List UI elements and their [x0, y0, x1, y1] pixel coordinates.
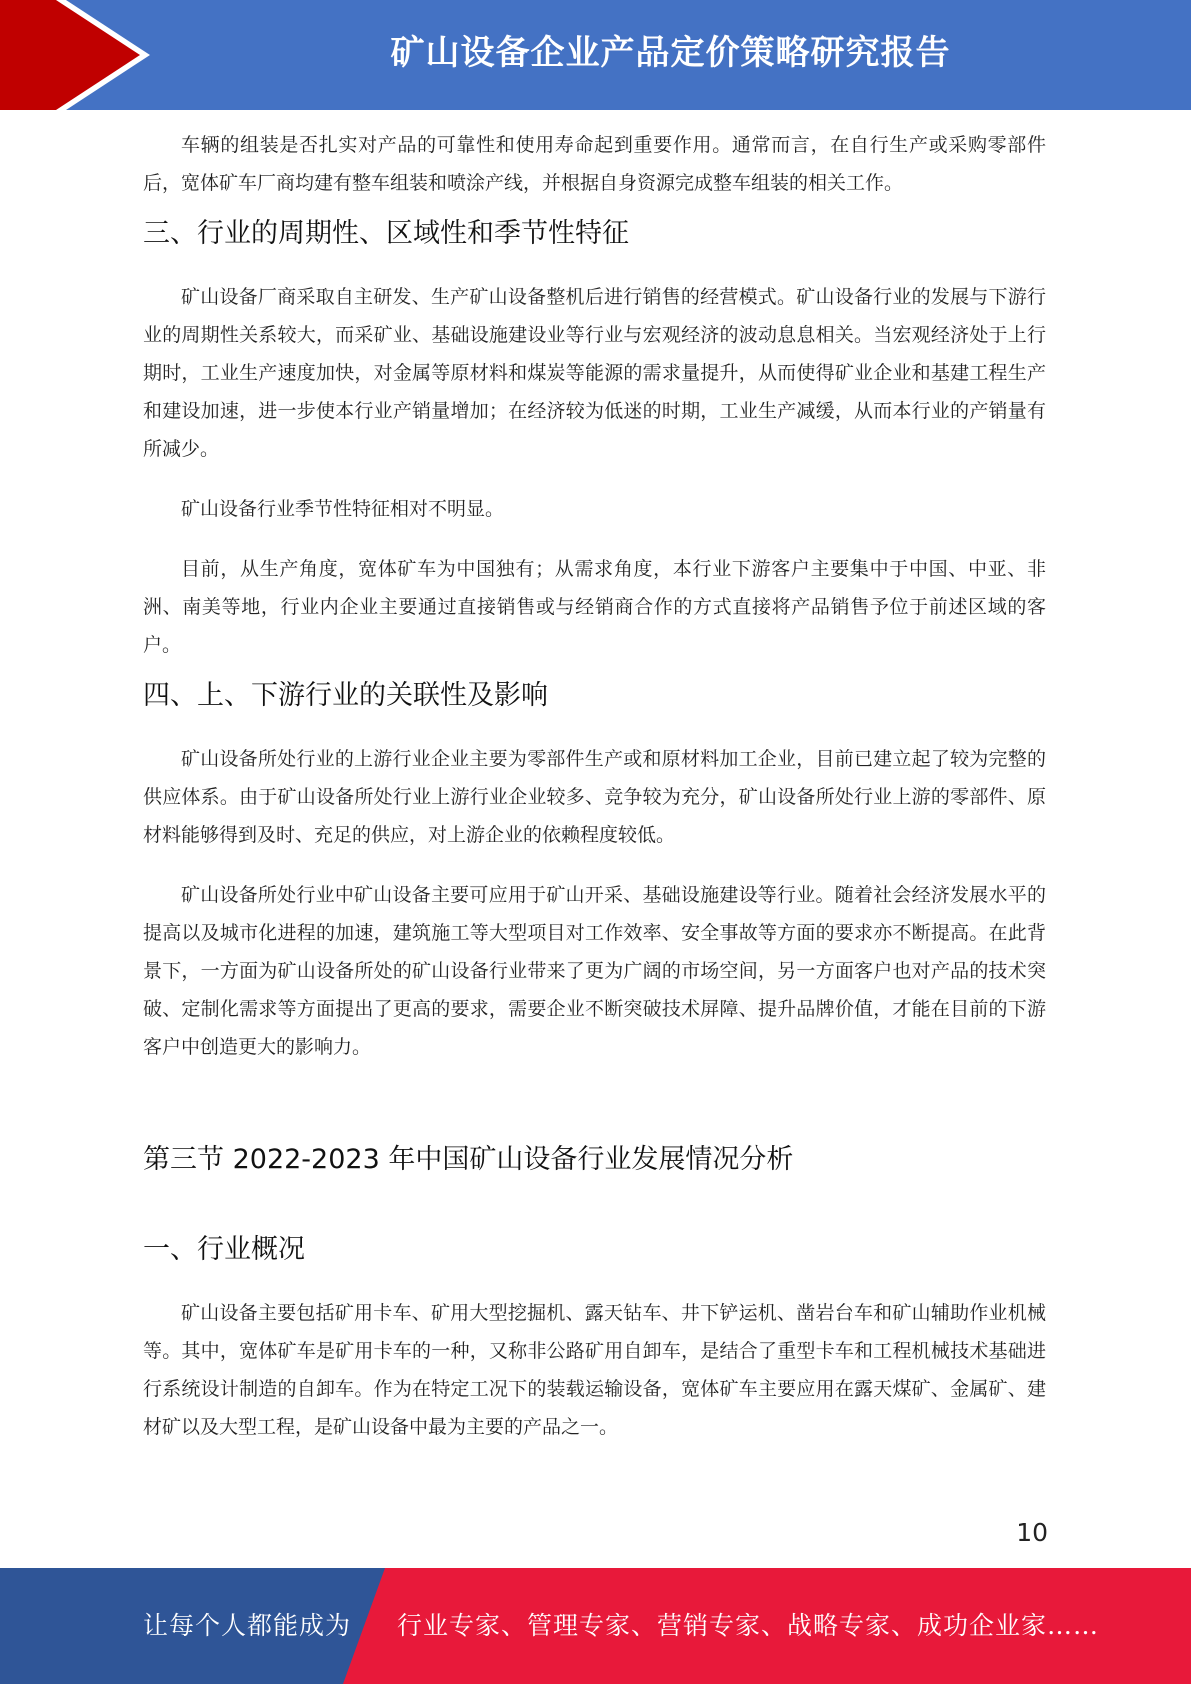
paragraph: 矿山设备厂商采取自主研发、生产矿山设备整机后进行销售的经营模式。矿山设备行业的发展与下游行业的周期性关系较大，而采矿业、基础设施建设业等行业与宏观经济的波动息息相关。当宏观经济处于上行期时，工业生产速度加快，对金属等原材料和煤炭等能源的需求量提升，从而使得矿业企业和基建工程生产和建设加速，进一步使本行业产销量增加；在经济较为低迷的时期，工业生产减缓，从而本行业的产销量有所减少。: [143, 286, 1046, 460]
paragraph: 矿山设备行业季节性特征相对不明显。: [181, 498, 505, 520]
page-number: 10: [1016, 1518, 1048, 1547]
paragraph: 矿山设备所处行业中矿山设备主要可应用于矿山开采、基础设施建设等行业。随着社会经济发展水平的提高以及城市化进程的加速，建筑施工等大型项目对工作效率、安全事故等方面的要求亦不断提高。在此背景下，一方面为矿山设备所处的矿山设备行业带来了更为广阔的市场空间，另一方面客户也对产品的技术突破、定制化需求等方面提出了更高的要求，需要企业不断突破技术屏障、提升品牌价值，才能在目前的下游客户中创造更大的影响力。: [143, 884, 1046, 1058]
footer-slogan-right: 行业专家、管理专家、营销专家、战略专家、成功企业家……: [397, 1611, 1100, 1640]
chapter-heading: 第三节 2022-2023 年中国矿山设备行业发展情况分析: [143, 1144, 794, 1175]
section-heading-4: 四、上、下游行业的关联性及影响: [143, 680, 548, 711]
page-header: [0, 0, 1191, 110]
paragraph: 目前，从生产角度，宽体矿车为中国独有；从需求角度，本行业下游客户主要集中于中国、中亚、非洲、南美等地，行业内企业主要通过直接销售或与经销商合作的方式直接将产品销售予位于前述区域的客户。: [143, 558, 1046, 656]
report-title: 矿山设备企业产品定价策略研究报告: [390, 33, 951, 73]
document-body: [143, 126, 1046, 1446]
section-heading-3: 三、行业的周期性、区域性和季节性特征: [143, 218, 629, 249]
section-heading-1: 一、行业概况: [143, 1234, 305, 1265]
chevron-decoration-icon: [0, 0, 150, 110]
paragraph: 矿山设备所处行业的上游行业企业主要为零部件生产或和原材料加工企业，目前已建立起了较为完整的供应体系。由于矿山设备所处行业上游行业企业较多、竞争较为充分，矿山设备所处行业上游的零部件、原材料能够得到及时、充足的供应，对上游企业的依赖程度较低。: [143, 748, 1046, 846]
page-footer: [0, 1568, 1191, 1684]
footer-slogan-left: 让每个人都能成为: [143, 1611, 352, 1640]
paragraph: 矿山设备主要包括矿用卡车、矿用大型挖掘机、露天钻车、井下铲运机、凿岩台车和矿山辅助作业机械等。其中，宽体矿车是矿用卡车的一种，又称非公路矿用自卸车，是结合了重型卡车和工程机械技术基础进行系统设计制造的自卸车。作为在特定工况下的装载运输设备，宽体矿车主要应用在露天煤矿、金属矿、建材矿以及大型工程，是矿山设备中最为主要的产品之一。: [143, 1302, 1046, 1438]
intro-paragraph: 车辆的组装是否扎实对产品的可靠性和使用寿命起到重要作用。通常而言，在自行生产或采购零部件后，宽体矿车厂商均建有整车组装和喷涂产线，并根据自身资源完成整车组装的相关工作。: [143, 134, 1046, 194]
